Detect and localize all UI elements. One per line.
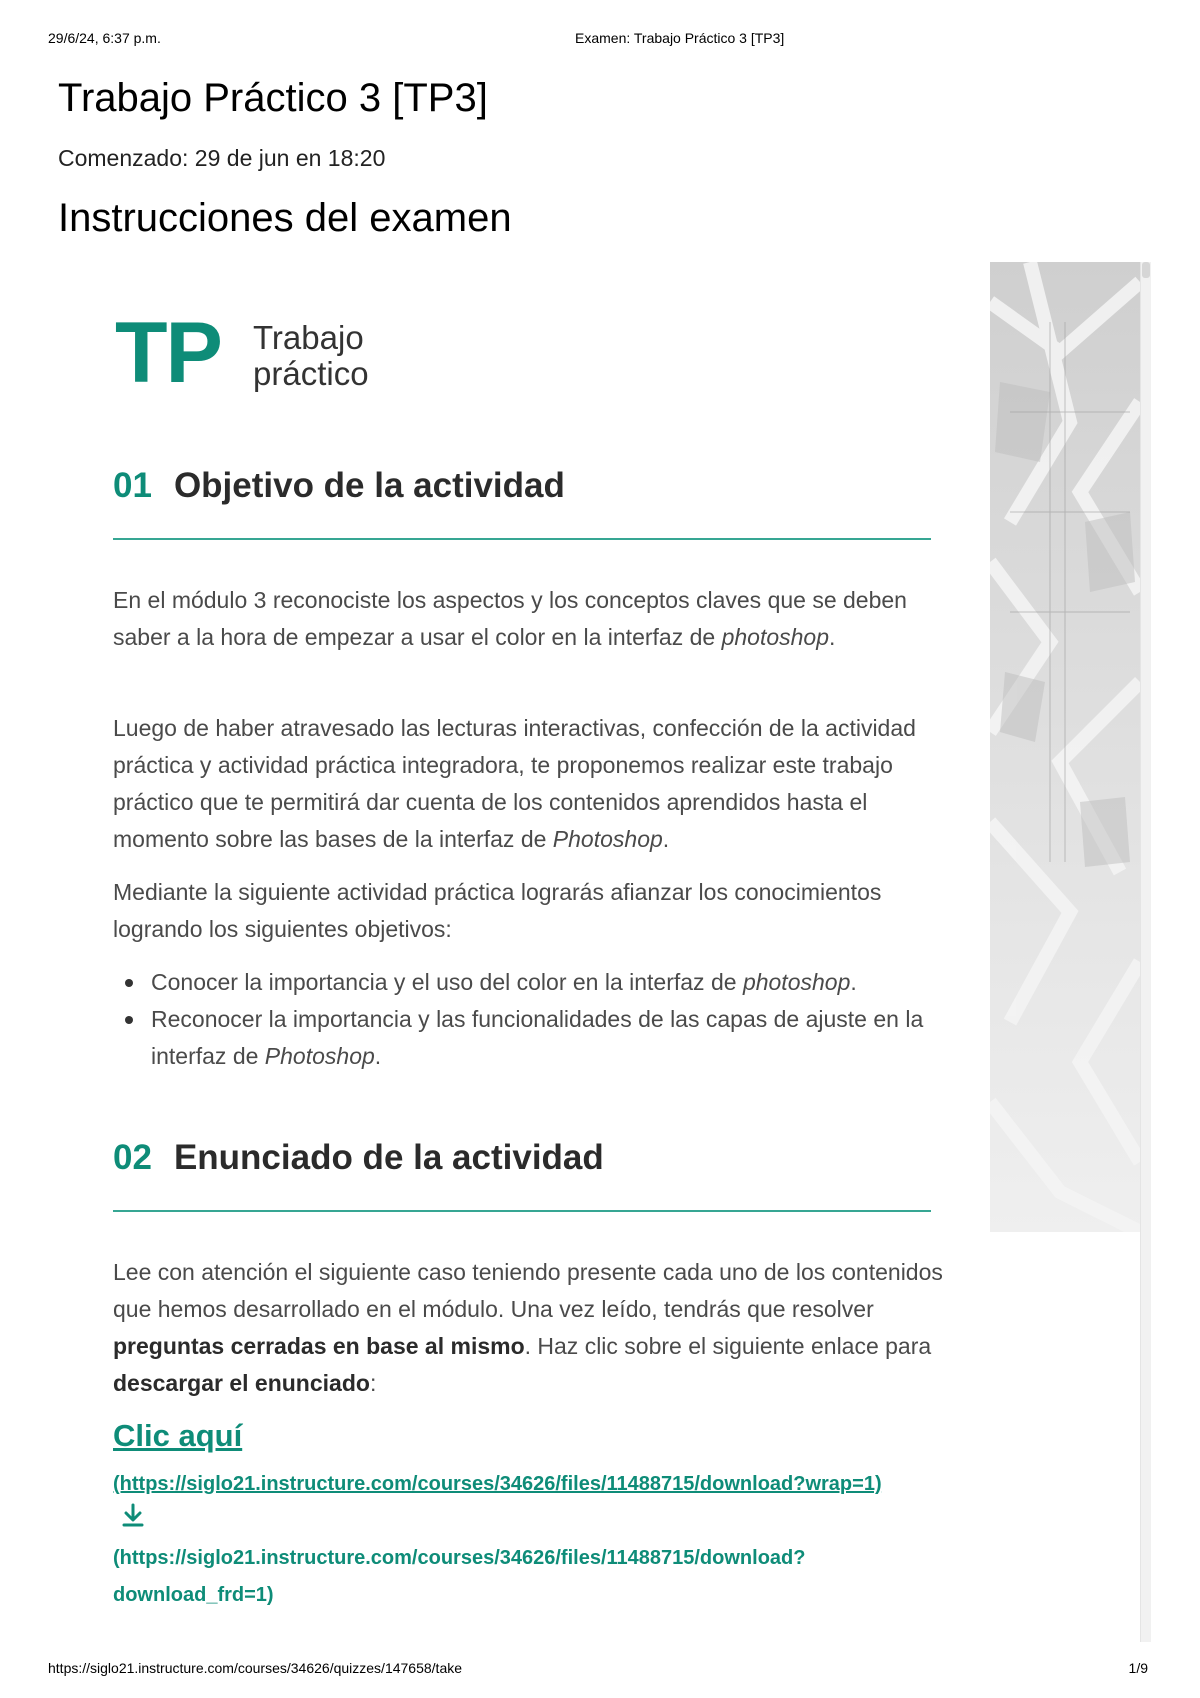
page-scrollbar[interactable] <box>1140 262 1151 1642</box>
print-page-title: Examen: Trabajo Práctico 3 [TP3] <box>575 30 785 46</box>
section-number: 01 <box>113 466 152 505</box>
tp-logo-mark: TP <box>115 305 221 401</box>
text-run: . <box>850 969 857 995</box>
list-item <box>151 1001 981 1075</box>
text-run: . <box>662 826 670 852</box>
print-date: 29/6/24, 6:37 p.m. <box>48 30 161 46</box>
text-run: : <box>369 1370 377 1396</box>
section-title: Objetivo de la actividad <box>173 466 565 505</box>
text-run-italic: Photoshop <box>552 826 663 852</box>
text-run: . Haz clic sobre el siguiente enlace para <box>524 1333 932 1359</box>
bullet-icon <box>125 979 133 987</box>
download-direct-block <box>113 1540 913 1614</box>
tp-logo-line1: Trabajo <box>253 319 364 356</box>
section-heading-objetivo <box>113 466 565 506</box>
bullet-icon <box>125 1016 133 1024</box>
section-divider <box>113 1210 931 1212</box>
architecture-pattern-icon <box>990 262 1140 1232</box>
print-url: https://siglo21.instructure.com/courses/34626/quizzes/147658/take <box>48 1660 463 1676</box>
objective-paragraph-1 <box>113 582 943 656</box>
text-run: Reconocer la importancia y las funcionalidades de las capas de ajuste en la interfaz de <box>151 1006 924 1069</box>
print-footer <box>48 1660 1152 1680</box>
objective-paragraph-3: Mediante la siguiente actividad práctica lograrás afianzar los conocimientos logrando los siguientes objetivos: <box>113 879 882 942</box>
objective-paragraph-2 <box>113 710 943 858</box>
text-run: En el módulo 3 reconociste los aspectos y los conceptos claves que se deben saber a la hora de empezar a usar el color en la interfaz de <box>113 587 907 650</box>
print-header <box>48 30 1152 50</box>
instructions-heading: Instrucciones del examen <box>58 196 512 240</box>
text-run-italic: photoshop <box>721 624 830 650</box>
tp-logo <box>115 305 395 401</box>
quiz-title: Trabajo Práctico 3 [TP3] <box>58 76 488 120</box>
text-run: . <box>829 624 836 650</box>
download-icon[interactable] <box>121 1503 145 1542</box>
text-run-bold: preguntas cerradas en base al mismo <box>113 1333 525 1359</box>
download-wrap-link[interactable]: (https://siglo21.instructure.com/courses/34626/files/11488715/download?wrap=1) <box>113 1473 882 1495</box>
click-here-link[interactable]: Clic aquí <box>113 1418 243 1453</box>
text-run: Conocer la importancia y el uso del color en la interfaz de <box>151 969 743 995</box>
text-run: . <box>374 1043 382 1069</box>
scrollbar-thumb[interactable] <box>1142 262 1150 278</box>
text-run-bold: descargar el enunciado <box>113 1370 370 1396</box>
enunciado-paragraph <box>113 1254 943 1402</box>
text-run: Lee con atención el siguiente caso teniendo presente cada uno de los contenidos que hemos desarrollado en el módulo. Una vez leído, tendrás que resolver <box>113 1259 943 1322</box>
section-heading-enunciado <box>113 1138 604 1178</box>
decorative-architecture-image <box>990 262 1140 1232</box>
download-direct-link[interactable]: (https://siglo21.instructure.com/courses/34626/files/11488715/download?download_frd=1) <box>113 1547 806 1606</box>
list-item <box>151 964 981 1001</box>
objectives-list <box>113 964 981 1075</box>
section-title: Enunciado de la actividad <box>173 1138 604 1177</box>
page-number: 1/9 <box>1128 1660 1148 1676</box>
quiz-started: Comenzado: 29 de jun en 18:20 <box>58 145 386 171</box>
text-run: Luego de haber atravesado las lecturas interactivas, confección de la actividad práctica y actividad práctica integradora, te proponemos realizar este trabajo práctico que te permitirá dar cuenta de los contenidos aprendidos hasta el momento sobre las bases de la interfaz de <box>113 715 916 852</box>
download-link-block <box>113 1466 913 1542</box>
text-run-italic: photoshop <box>742 969 851 995</box>
section-number: 02 <box>113 1138 152 1177</box>
tp-logo-text <box>253 320 369 392</box>
text-run-italic: Photoshop <box>264 1043 375 1069</box>
tp-logo-line2: práctico <box>253 355 369 392</box>
section-divider <box>113 538 931 540</box>
